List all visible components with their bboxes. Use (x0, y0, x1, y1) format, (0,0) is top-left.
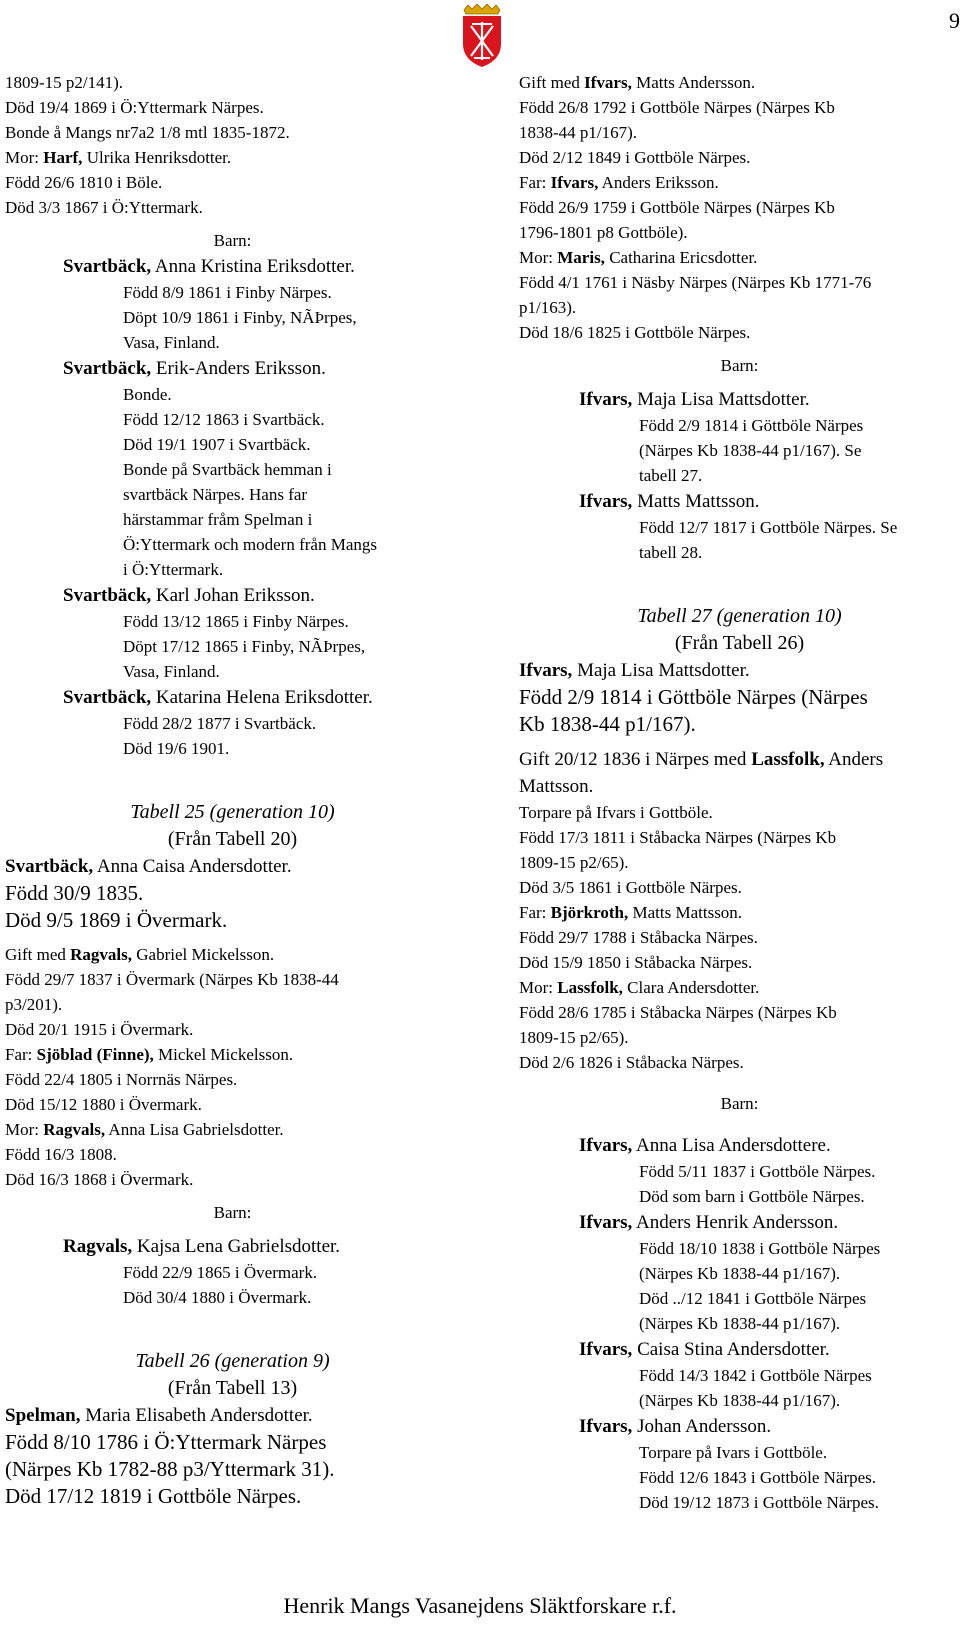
text-line: Död 16/3 1868 i Övermark. (5, 1170, 194, 1189)
person-detail: Född 2/9 1814 i Göttböle Närpes (Närpes (519, 685, 868, 709)
mother-line: Mor: Maris, Catharina Ericsdotter. (519, 248, 758, 267)
child-detail: (Närpes Kb 1838-44 p1/167). (639, 1391, 841, 1410)
child-detail: Född 12/12 1863 i Svartbäck. (123, 410, 325, 429)
child-detail: Född 13/12 1865 i Finby Närpes. (123, 612, 349, 631)
child-detail: Död 19/1 1907 i Svartbäck. (123, 435, 311, 454)
mother-line: Mor: Lassfolk, Clara Andersdotter. (519, 978, 760, 997)
child-detail: Född 12/6 1843 i Gottböle Närpes. (639, 1468, 877, 1487)
child-name: Ifvars, Matts Mattsson. (579, 491, 760, 512)
child-detail: (Närpes Kb 1838-44 p1/167). (639, 1314, 841, 1333)
child-detail: Död ../12 1841 i Gottböle Närpes (639, 1289, 867, 1308)
table-title: Tabell 25 (generation 10) (130, 801, 335, 823)
person-name: Svartbäck, Anna Caisa Andersdotter. (5, 856, 292, 877)
child-detail: Född 8/9 1861 i Finby Närpes. (123, 283, 332, 302)
father-line: Far: Sjöblad (Finne), Mickel Mickelsson. (5, 1045, 294, 1064)
person-name: Spelman, Maria Elisabeth Andersdotter. (5, 1405, 313, 1426)
child-detail: Död 30/4 1880 i Övermark. (123, 1288, 312, 1307)
barn-label: Barn: (213, 1203, 252, 1222)
mother-line: Mor: Harf, Ulrika Henriksdotter. (5, 148, 232, 167)
person-detail: (Närpes Kb 1782-88 p3/Yttermark 31). (5, 1457, 335, 1481)
text-line: 1809-15 p2/65). (519, 853, 629, 872)
text-line: Född 26/9 1759 i Gottböle Närpes (Närpes Kb (519, 198, 835, 217)
child-name: Ifvars, Anders Henrik Andersson. (579, 1212, 839, 1233)
table-from: (Från Tabell 26) (674, 632, 805, 654)
child-detail: Född 12/7 1817 i Gottböle Närpes. Se (639, 518, 898, 537)
text-line: Bonde å Mangs nr7a2 1/8 mtl 1835-1872. (5, 123, 290, 142)
child-detail: Född 5/11 1837 i Gottböle Närpes. (639, 1162, 876, 1181)
person-detail: Född 8/10 1786 i Ö:Yttermark Närpes (5, 1430, 327, 1454)
barn-label: Barn: (720, 356, 759, 375)
child-name: Ifvars, Johan Andersson. (579, 1416, 772, 1437)
spouse-line: Gift med Ifvars, Matts Andersson. (519, 73, 756, 92)
text-line: 1838-44 p1/167). (519, 123, 638, 142)
table-from: (Från Tabell 13) (167, 1377, 298, 1399)
text-line: Död 18/6 1825 i Gottböle Närpes. (519, 323, 751, 342)
child-detail: tabell 28. (639, 543, 703, 562)
text-line: Född 26/6 1810 i Böle. (5, 173, 163, 192)
person-name: Ifvars, Maja Lisa Mattsdotter. (519, 660, 750, 681)
child-detail: Död 19/6 1901. (123, 739, 230, 758)
child-detail: Vasa, Finland. (123, 333, 220, 352)
child-detail: Född 28/2 1877 i Svartbäck. (123, 714, 317, 733)
text-line: Född 4/1 1761 i Näsby Närpes (Närpes Kb 1771-76 (519, 273, 872, 292)
text-line: p1/163). (519, 298, 577, 317)
text-line: Död 2/12 1849 i Gottböle Närpes. (519, 148, 751, 167)
child-detail: Född 2/9 1814 i Göttböle Närpes (639, 416, 864, 435)
child-detail: Död 19/12 1873 i Gottböle Närpes. (639, 1493, 879, 1512)
text-line: Död 3/3 1867 i Ö:Yttermark. (5, 198, 203, 217)
text-line: Död 15/12 1880 i Övermark. (5, 1095, 202, 1114)
text-line: Död 3/5 1861 i Gottböle Närpes. (519, 878, 742, 897)
right-column (519, 70, 960, 1515)
barn-label: Barn: (720, 1094, 759, 1113)
child-detail: Född 22/9 1865 i Övermark. (123, 1263, 318, 1282)
person-detail: Kb 1838-44 p1/167). (519, 712, 696, 736)
child-detail: Bonde på Svartbäck hemman i (123, 460, 332, 479)
child-detail: svartbäck Närpes. Hans far (123, 485, 308, 504)
child-detail: Bonde. (123, 385, 172, 404)
text-line: Född 28/6 1785 i Ståbacka Närpes (Närpes Kb (519, 1003, 837, 1022)
child-detail: (Närpes Kb 1838-44 p1/167). Se (639, 441, 862, 460)
child-name: Svartbäck, Katarina Helena Eriksdotter. (63, 687, 373, 708)
father-line: Far: Ifvars, Anders Eriksson. (519, 173, 719, 192)
child-name: Svartbäck, Erik-Anders Eriksson. (63, 358, 326, 379)
text-line: Död 15/9 1850 i Ståbacka Närpes. (519, 953, 753, 972)
text-line: Född 29/7 1837 i Övermark (Närpes Kb 1838-44 (5, 970, 339, 989)
person-detail: Född 30/9 1835. (5, 881, 144, 905)
child-detail: Ö:Yttermark och modern från Mangs (123, 535, 377, 554)
child-name: Svartbäck, Karl Johan Eriksson. (63, 585, 315, 606)
text-line: Död 2/6 1826 i Ståbacka Närpes. (519, 1053, 744, 1072)
child-detail: Döpt 10/9 1861 i Finby, NÃÞrpes, (123, 308, 357, 327)
coat-of-arms-icon (458, 4, 506, 68)
page-footer: Henrik Mangs Vasanejdens Släktforskare r.f. (283, 1593, 677, 1618)
child-detail: Döpt 17/12 1865 i Finby, NÃÞrpes, (123, 637, 366, 656)
child-name: Ifvars, Maja Lisa Mattsdotter. (579, 389, 810, 410)
spouse-line: Gift med Ragvals, Gabriel Mickelsson. (5, 945, 275, 964)
text-line: 1796-1801 p8 Gottböle). (519, 223, 688, 242)
page-number: 9 (949, 8, 960, 33)
table-from: (Från Tabell 20) (167, 828, 298, 850)
text-line: Död 20/1 1915 i Övermark. (5, 1020, 194, 1039)
child-detail: härstammar fråm Spelman i (123, 510, 313, 529)
text-line: Torpare på Ifvars i Gottböle. (519, 803, 713, 822)
child-name: Ifvars, Anna Lisa Andersdottere. (579, 1135, 831, 1156)
text-line: 1809-15 p2/141). (5, 73, 124, 92)
child-detail: Torpare på Ivars i Gottböle. (639, 1443, 828, 1462)
child-detail: tabell 27. (639, 466, 703, 485)
child-name: Svartbäck, Anna Kristina Eriksdotter. (63, 256, 355, 277)
child-detail: Född 14/3 1842 i Gottböle Närpes (639, 1366, 872, 1385)
left-column (5, 70, 460, 1510)
barn-label: Barn: (213, 231, 252, 250)
text-line: Född 16/3 1808. (5, 1145, 117, 1164)
marriage-line: Gift 20/12 1836 i Närpes med Lassfolk, Anders (519, 749, 884, 770)
text-line: p3/201). (5, 995, 63, 1014)
table-title: Tabell 27 (generation 10) (637, 605, 842, 627)
text-line: Född 26/8 1792 i Gottböle Närpes (Närpes Kb (519, 98, 835, 117)
child-detail: i Ö:Yttermark. (123, 560, 224, 579)
child-name: Ragvals, Kajsa Lena Gabrielsdotter. (63, 1236, 341, 1257)
table-title: Tabell 26 (generation 9) (135, 1350, 330, 1372)
text-line: Född 29/7 1788 i Ståbacka Närpes. (519, 928, 758, 947)
child-detail: (Närpes Kb 1838-44 p1/167). (639, 1264, 841, 1283)
person-detail: Död 9/5 1869 i Övermark. (5, 908, 228, 932)
text-line: Född 17/3 1811 i Ståbacka Närpes (Närpes Kb (519, 828, 837, 847)
marriage-line: Mattsson. (519, 776, 594, 797)
text-line: Född 22/4 1805 i Norrnäs Närpes. (5, 1070, 238, 1089)
text-line: 1809-15 p2/65). (519, 1028, 629, 1047)
person-detail: Död 17/12 1819 i Gottböle Närpes. (5, 1484, 302, 1508)
text-line: Död 19/4 1869 i Ö:Yttermark Närpes. (5, 98, 264, 117)
mother-line: Mor: Ragvals, Anna Lisa Gabrielsdotter. (5, 1120, 284, 1139)
child-detail: Född 18/10 1838 i Gottböle Närpes (639, 1239, 881, 1258)
child-detail: Död som barn i Gottböle Närpes. (639, 1187, 865, 1206)
father-line: Far: Björkroth, Matts Mattsson. (519, 903, 743, 922)
child-name: Ifvars, Caisa Stina Andersdotter. (579, 1339, 830, 1360)
child-detail: Vasa, Finland. (123, 662, 220, 681)
